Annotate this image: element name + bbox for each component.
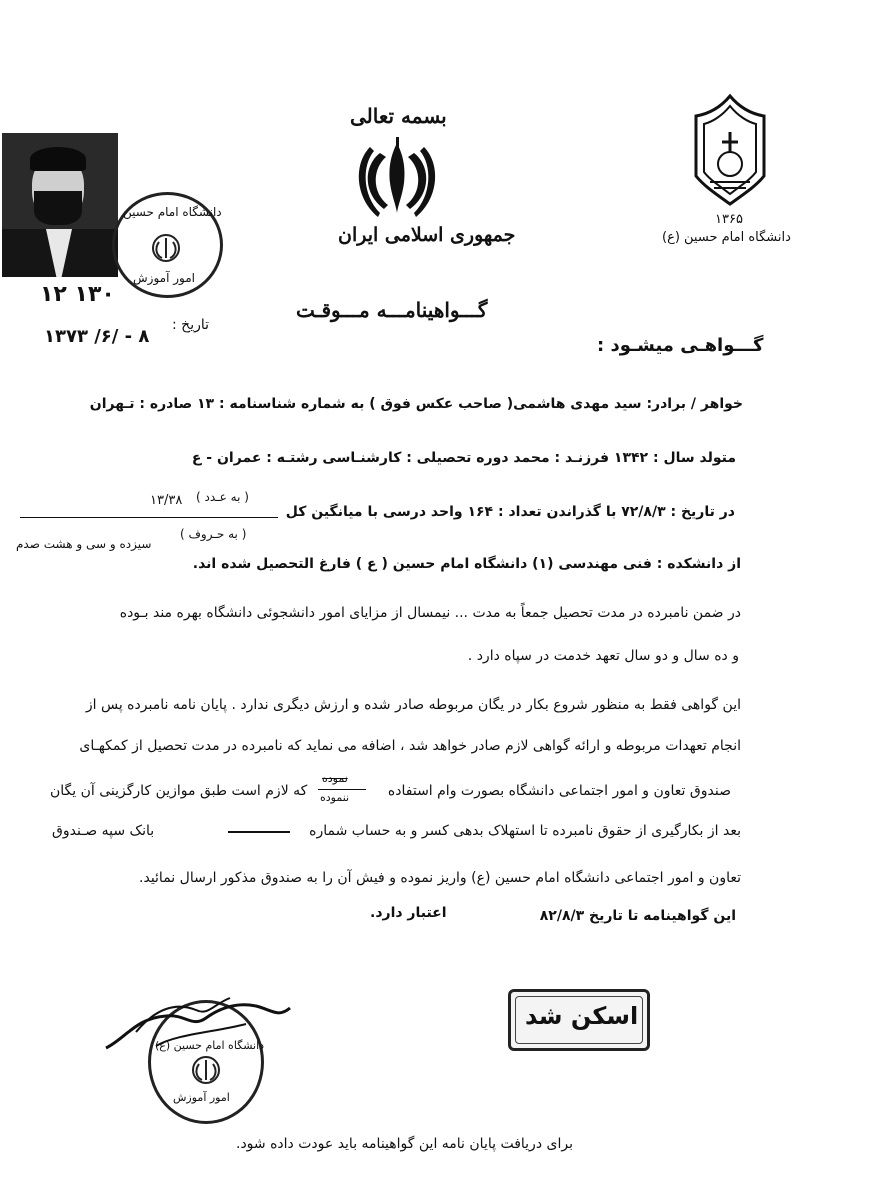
country-name: جمهوری اسلامی ایران bbox=[338, 224, 516, 246]
stamp-serial: ۱۲ ۱۳۰ bbox=[40, 282, 115, 307]
avg-words-value: سیزده و سی و هشت صدم bbox=[16, 537, 152, 551]
document-title: گـــواهینامـــه مـــوقـت bbox=[296, 298, 488, 322]
validity-end: اعتبار دارد. bbox=[370, 905, 447, 921]
paragraph-2-line-5: تعاون و امور اجتماعی دانشگاه امام حسین (ع) واریز نموده و فیش آن را به صندوق مذکور ارسال نمائید. bbox=[139, 870, 741, 886]
paragraph-2-line-4b: بانک سپه صـندوق bbox=[52, 823, 155, 839]
scanned-stamp-text: اسکن شد bbox=[525, 1002, 639, 1030]
account-number-blank bbox=[228, 831, 290, 833]
bismillah-heading: بسمه تعالی bbox=[350, 104, 447, 128]
paragraph-2-line-1: این گواهی فقط به منظور شروع بکار در یگان مربوطه صادر شده و ارزش دیگری ندارد . پایان نامه نامبرده پس از bbox=[85, 697, 741, 713]
footer-note: برای دریافت پایان نامه این گواهینامه باید عودت داده شود. bbox=[236, 1136, 573, 1152]
paragraph-1-line-1: در ضمن نامبرده در مدت تحصیل جمعاً به مدت ... نیمسال از مزایای امور دانشجوئی دانشگاه بهره مند بـوده bbox=[119, 605, 741, 621]
round-seal-stamp bbox=[112, 192, 223, 298]
university-logo-icon bbox=[680, 92, 780, 210]
avg-underline bbox=[20, 517, 278, 518]
field-line-faculty: از دانشکده : فنی مهندسی (۱) دانشگاه امام حسین ( ع ) فارغ التحصیل شده اند. bbox=[192, 556, 741, 572]
validity-line: این گواهینامه تا تاریخ ۸۲/۸/۳ bbox=[539, 908, 736, 924]
field-line-name: خواهر / برادر: سید مهدی هاشمی( صاحب عکس فوق ) به شماره شناسنامه : ۱۳ صادره : تـهران bbox=[89, 396, 743, 412]
signature-scribble bbox=[96, 988, 296, 1068]
date-value: ۱۳۷۳ /۶/ - ۸ bbox=[44, 326, 150, 347]
seal-emblem-icon bbox=[149, 233, 183, 263]
avg-words-label: ( به حـروف ) bbox=[180, 527, 247, 541]
bottom-seal-text-1: دانشگاه امام حسین (ع) bbox=[155, 1039, 265, 1052]
scanned-stamp-box bbox=[508, 989, 650, 1051]
seal-text-bottom: امور آموزش bbox=[133, 271, 195, 285]
date-label: تاریخ : bbox=[172, 317, 210, 333]
paragraph-2-line-3a: صندوق تعاون و امور اجتماعی دانشگاه بصورت وام استفاده bbox=[387, 783, 731, 799]
paragraph-1-line-2: و ده سال و دو سال تعهد خدمت در سپاه دارد . bbox=[467, 648, 739, 664]
avg-numeric-label: ( به عـدد ) bbox=[196, 490, 249, 504]
university-year: ۱۳۶۵ bbox=[715, 212, 743, 227]
fraction-bar bbox=[318, 789, 366, 790]
bottom-seal-text-2: امور آموزش bbox=[173, 1091, 230, 1104]
university-name: دانشگاه امام حسین (ع) bbox=[662, 230, 791, 245]
iran-emblem-icon bbox=[350, 135, 445, 220]
avg-numeric-value: ۱۳/۳۸ bbox=[150, 493, 183, 508]
holder-photo bbox=[2, 133, 118, 277]
paragraph-2-line-3b: که لازم است طبق موازین کارگزینی آن یگان bbox=[50, 783, 308, 799]
field-line-birth: متولد سال : ۱۳۴۲ فرزنـد : محمد دوره تحصیلی : کارشنـاسی رشتـه : عمران - ع bbox=[191, 450, 736, 466]
certification-intro: گـــواهـی میشـود : bbox=[597, 335, 764, 356]
fraction-top: نموده bbox=[322, 772, 348, 785]
seal-text-top: دانشگاه امام حسین bbox=[123, 205, 222, 219]
field-line-graduation: در تاریخ : ۷۲/۸/۳ با گذراندن تعداد : ۱۶۴ واحد درسی با میانگین کل bbox=[285, 504, 735, 520]
fraction-bottom: ننموده bbox=[320, 791, 350, 804]
paragraph-2-line-4a: بعد از بکارگیری از حقوق نامبرده تا استهلاک بدهی کسر و به حساب شماره bbox=[309, 823, 741, 839]
paragraph-2-line-2: انجام تعهدات مربوطه و ارائه گواهی لازم صادر خواهد شد ، اضافه می نماید که نامبرده در مدت تحصیل از کمکهـای bbox=[79, 738, 741, 754]
